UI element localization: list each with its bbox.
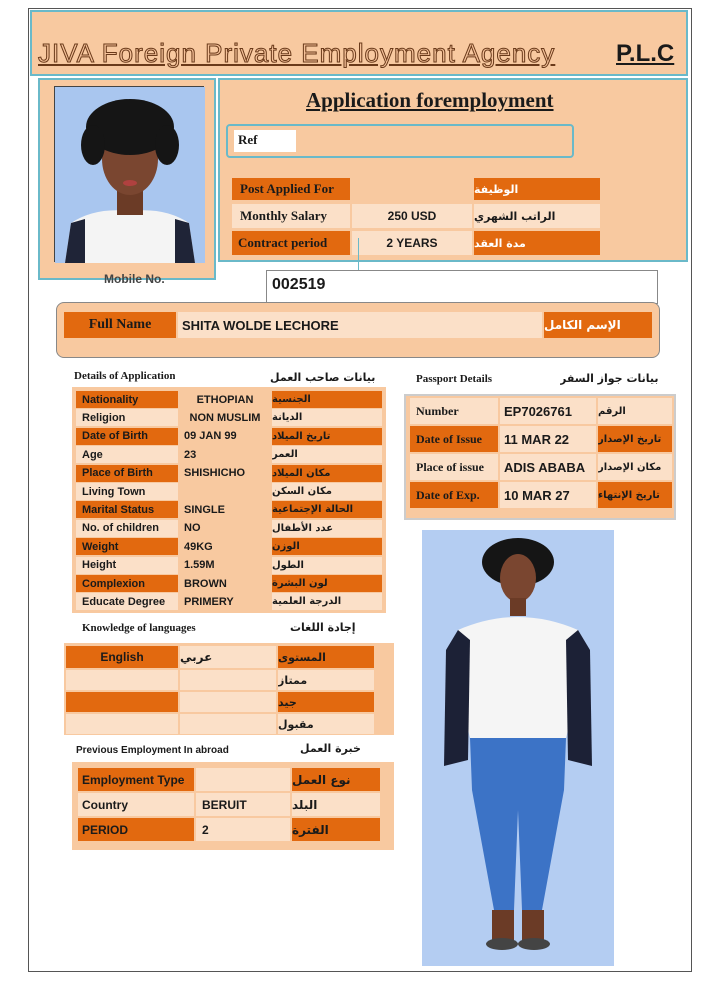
details-label: Marital Status [76,501,178,518]
passport-label: Date of Exp. [410,482,498,508]
details-ar-label: العمر [272,446,382,463]
post-applied-label: Post Applied For [232,178,350,200]
lang-level-header: المستوى [278,646,374,668]
lang-row-2 [66,670,178,690]
full-name-ar: الإسم الكامل [544,312,652,338]
employment-value: 2 [196,818,290,841]
monthly-salary-label: Monthly Salary [232,204,350,228]
details-value: 1.59M [184,559,215,572]
employment-ar-label: البلد [292,793,380,816]
details-ar-label: الحالة الإجتماعية [272,501,382,518]
company-suffix: P.L.C [616,40,675,67]
details-label: Weight [76,538,178,555]
passport-ar-label: مكان الإصدار [598,454,672,480]
passport-heading: Passport Details [416,373,493,385]
form-title: Application foremployment [306,88,554,112]
employment-ar-label: نوع العمل [292,768,380,791]
details-ar-label: عدد الأطفال [272,520,382,537]
details-value: ETHOPIAN [196,393,254,406]
ref-label: Ref [238,132,258,147]
details-value: 23 [184,448,197,461]
details-ar-label: الوزن [272,538,382,555]
details-ar-label: تاريخ الميلاد [272,428,382,445]
lang-english: English [66,646,178,668]
contract-period-label: Contract period [232,231,350,255]
lang-row-3-ar [180,692,276,712]
languages-heading-ar: إجادة اللغات [290,620,356,634]
details-value: BROWN [184,577,227,590]
details-value: 09 JAN 99 [184,430,237,443]
passport-value: 10 MAR 27 [500,482,596,508]
full-name-value: SHITA WOLDE LECHORE [178,312,542,338]
lang-arabic: عربي [180,646,276,668]
passport-label: Place of issue [410,454,498,480]
employment-value: BERUIT [196,793,290,816]
details-heading: Details of Application [74,370,176,382]
passport-ar-label: الرقم [598,398,672,424]
details-value: SHISHICHO [184,467,246,480]
details-value: NON MUSLIM [189,411,261,424]
details-label: Height [76,557,178,574]
details-label: Complexion [76,575,178,592]
mobile-value: 002519 [272,276,326,293]
mobile-label: Mobile No. [104,272,165,286]
details-value: SINGLE [184,503,225,516]
lang-level-excellent: ممتاز [278,670,374,690]
lang-level-good: جيد [278,692,374,712]
employment-label: PERIOD [78,818,194,841]
passport-label: Number [410,398,498,424]
employment-heading: Previous Employment In abroad [76,744,229,756]
details-value [182,483,270,500]
employment-heading-ar: خبرة العمل [300,741,361,755]
monthly-salary-value: 250 USD [352,204,472,228]
ref-value [300,132,560,150]
contract-period-value: 2 YEARS [352,231,472,255]
lang-level-acceptable: مقبول [278,714,374,734]
details-ar-label: الجنسية [272,391,382,408]
details-label: Living Town [76,483,178,500]
post-applied-ar: الوظيفة [474,178,600,200]
passport-heading-ar: بيانات جواز السفر [560,371,659,385]
post-applied-value [352,178,472,200]
employment-label: Employment Type [78,768,194,791]
details-ar-label: مكان الميلاد [272,465,382,482]
details-label: Nationality [76,391,178,408]
full-name-label: Full Name [64,312,176,338]
full-body-photo [422,530,614,966]
details-ar-label: الدرجة العلمية [272,593,382,610]
details-ar-label: لون البشرة [272,575,382,592]
connector-line [358,238,359,270]
passport-ar-label: تاريخ الإنتهاء [598,482,672,508]
headshot-photo [54,86,204,262]
details-label: No. of children [76,520,178,537]
details-value: PRIMERY [184,595,234,608]
passport-value: ADIS ABABA [500,454,596,480]
employment-label: Country [78,793,194,816]
passport-value: EP7026761 [500,398,596,424]
languages-heading: Knowledge of languages [82,622,196,634]
lang-row-4 [66,714,178,734]
details-label: Age [76,446,178,463]
lang-row-4-ar [180,714,276,734]
passport-value: 11 MAR 22 [500,426,596,452]
details-ar-label: مكان السكن [272,483,382,500]
passport-ar-label: تاريخ الإصدار [598,426,672,452]
details-label: Date of Birth [76,428,178,445]
company-name: JIVA Foreign Private Employment Agency [38,38,556,68]
passport-label: Date of Issue [410,426,498,452]
contract-period-ar: مدة العقد [474,231,600,255]
details-label: Educate Degree [76,593,178,610]
details-heading-ar: بيانات صاحب العمل [270,370,376,384]
details-ar-label: الديانة [272,409,382,426]
employment-value [196,768,290,791]
details-label: Religion [76,409,178,426]
lang-row-2-ar [180,670,276,690]
monthly-salary-ar: الراتب الشهري [474,204,600,228]
employment-ar-label: الفترة [292,818,380,841]
details-value: NO [184,522,201,535]
details-value: 49KG [184,540,213,553]
details-label: Place of Birth [76,465,178,482]
details-ar-label: الطول [272,557,382,574]
lang-row-3 [66,692,178,712]
